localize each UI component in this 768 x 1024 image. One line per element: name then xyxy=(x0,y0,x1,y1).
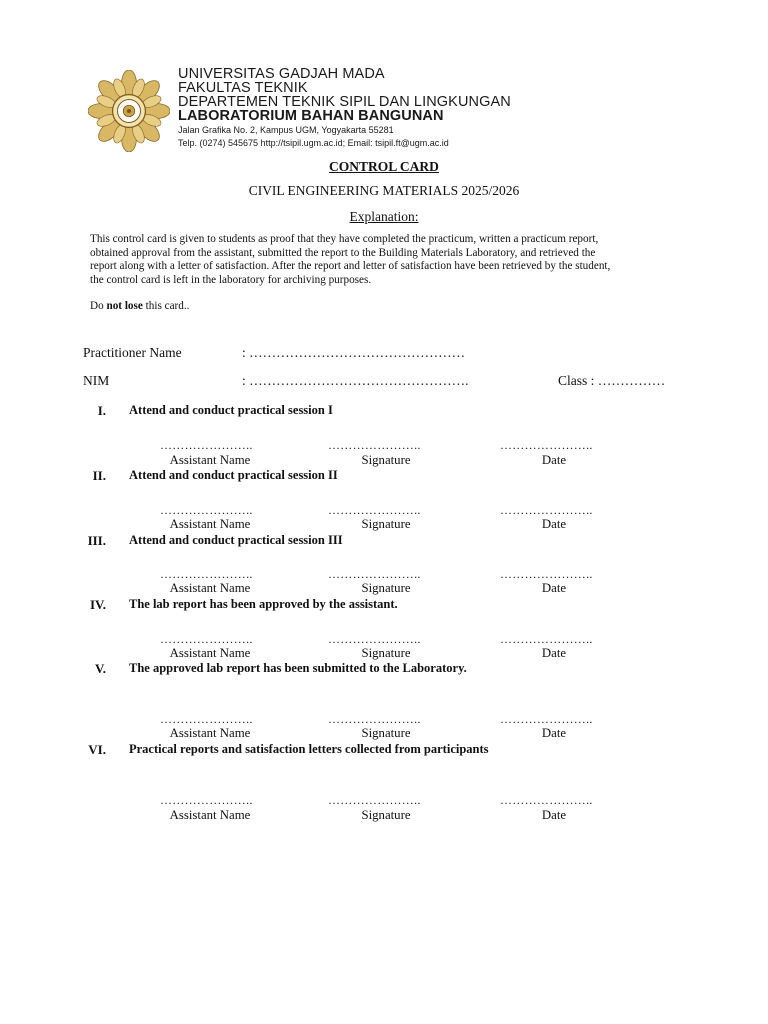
section-number: III. xyxy=(87,533,106,548)
nim-label: NIM xyxy=(83,373,110,388)
assistant-name-field[interactable]: ………………….. xyxy=(160,712,253,726)
date-label: Date xyxy=(541,517,567,531)
section-number: I. xyxy=(97,403,106,418)
signature-field[interactable]: ………………….. xyxy=(328,503,421,517)
date-label: Date xyxy=(541,646,567,660)
assistant-name-label: Assistant Name xyxy=(169,517,251,531)
warning-note xyxy=(90,300,189,312)
date-label: Date xyxy=(541,453,567,467)
explanation-heading: Explanation: xyxy=(349,209,419,224)
practitioner-name-field[interactable]: : ………………………………………… xyxy=(242,345,466,360)
explanation-line: the control card is left in the laboratory for archiving purposes. xyxy=(90,273,372,286)
contact-line: Telp. (0274) 545675 http://tsipil.ugm.ac.id; Email: tsipil.ft@ugm.ac.id xyxy=(178,138,449,148)
signature-label: Signature xyxy=(361,808,411,822)
explanation-line: This control card is given to students as proof that they have completed the practicum, written a practicum report, xyxy=(90,233,599,245)
assistant-name-field[interactable]: ………………….. xyxy=(160,567,253,581)
warning-prefix: Do xyxy=(90,300,107,312)
laboratory-name: LABORATORIUM BAHAN BANGUNAN xyxy=(178,108,444,124)
signature-label: Signature xyxy=(361,517,411,531)
class-field[interactable]: Class : …………… xyxy=(558,373,666,388)
university-name: UNIVERSITAS GADJAH MADA xyxy=(178,66,385,82)
signature-field[interactable]: ………………….. xyxy=(328,567,421,581)
date-field[interactable]: ………………….. xyxy=(500,438,593,452)
signature-label: Signature xyxy=(361,581,411,595)
assistant-name-field[interactable]: ………………….. xyxy=(160,793,253,807)
date-label: Date xyxy=(541,808,567,822)
section-number: IV. xyxy=(89,597,106,612)
section-title: Attend and conduct practical session II xyxy=(129,468,338,482)
date-field[interactable]: ………………….. xyxy=(500,567,593,581)
warning-suffix: this card.. xyxy=(142,300,190,312)
section-number: II. xyxy=(92,468,106,483)
section-title: The lab report has been approved by the assistant. xyxy=(129,597,398,611)
department-name: DEPARTEMEN TEKNIK SIPIL DAN LINGKUNGAN xyxy=(178,94,511,110)
subject-title: CIVIL ENGINEERING MATERIALS 2025/2026 xyxy=(248,183,520,198)
date-label: Date xyxy=(541,726,567,740)
date-field[interactable]: ………………….. xyxy=(500,712,593,726)
signature-label: Signature xyxy=(361,726,411,740)
date-field[interactable]: ………………….. xyxy=(500,793,593,807)
assistant-name-label: Assistant Name xyxy=(169,726,251,740)
signature-field[interactable]: ………………….. xyxy=(328,793,421,807)
assistant-name-field[interactable]: ………………….. xyxy=(160,438,253,452)
assistant-name-label: Assistant Name xyxy=(169,581,251,595)
section-number: VI. xyxy=(88,742,106,757)
warning-emphasis: not lose xyxy=(106,300,143,312)
assistant-name-label: Assistant Name xyxy=(169,646,251,660)
signature-field[interactable]: ………………….. xyxy=(328,438,421,452)
assistant-name-field[interactable]: ………………….. xyxy=(160,632,253,646)
card-title: CONTROL CARD xyxy=(329,159,439,174)
section-title: Attend and conduct practical session III xyxy=(129,533,343,547)
signature-label: Signature xyxy=(361,453,411,467)
section-title: Practical reports and satisfaction letters collected from participants xyxy=(129,742,489,756)
date-label: Date xyxy=(541,581,567,595)
assistant-name-label: Assistant Name xyxy=(169,808,251,822)
explanation-paragraph xyxy=(90,233,688,287)
address-line: Jalan Grafika No. 2, Kampus UGM, Yogyakarta 55281 xyxy=(178,125,394,135)
signature-label: Signature xyxy=(361,646,411,660)
letterhead xyxy=(178,67,511,149)
date-field[interactable]: ………………….. xyxy=(500,503,593,517)
date-field[interactable]: ………………….. xyxy=(500,632,593,646)
ugm-seal-icon xyxy=(88,70,170,152)
explanation-line: report along with a letter of satisfaction. After the report and letter of satisfaction have been retrieved by the student, xyxy=(90,260,611,272)
nim-field[interactable]: : …………………………………………. xyxy=(242,373,469,388)
explanation-line: obtained approval from the assistant, submitted the report to the Building Materials Laboratory, and retrieved the xyxy=(90,246,596,259)
assistant-name-field[interactable]: ………………….. xyxy=(160,503,253,517)
section-title: Attend and conduct practical session I xyxy=(129,403,333,417)
faculty-name: FAKULTAS TEKNIK xyxy=(178,80,308,96)
assistant-name-label: Assistant Name xyxy=(169,453,251,467)
signature-field[interactable]: ………………….. xyxy=(328,632,421,646)
section-title: The approved lab report has been submitted to the Laboratory. xyxy=(129,661,467,675)
signature-field[interactable]: ………………….. xyxy=(328,712,421,726)
section-number: V. xyxy=(95,661,106,676)
practitioner-name-label: Practitioner Name xyxy=(83,345,182,360)
